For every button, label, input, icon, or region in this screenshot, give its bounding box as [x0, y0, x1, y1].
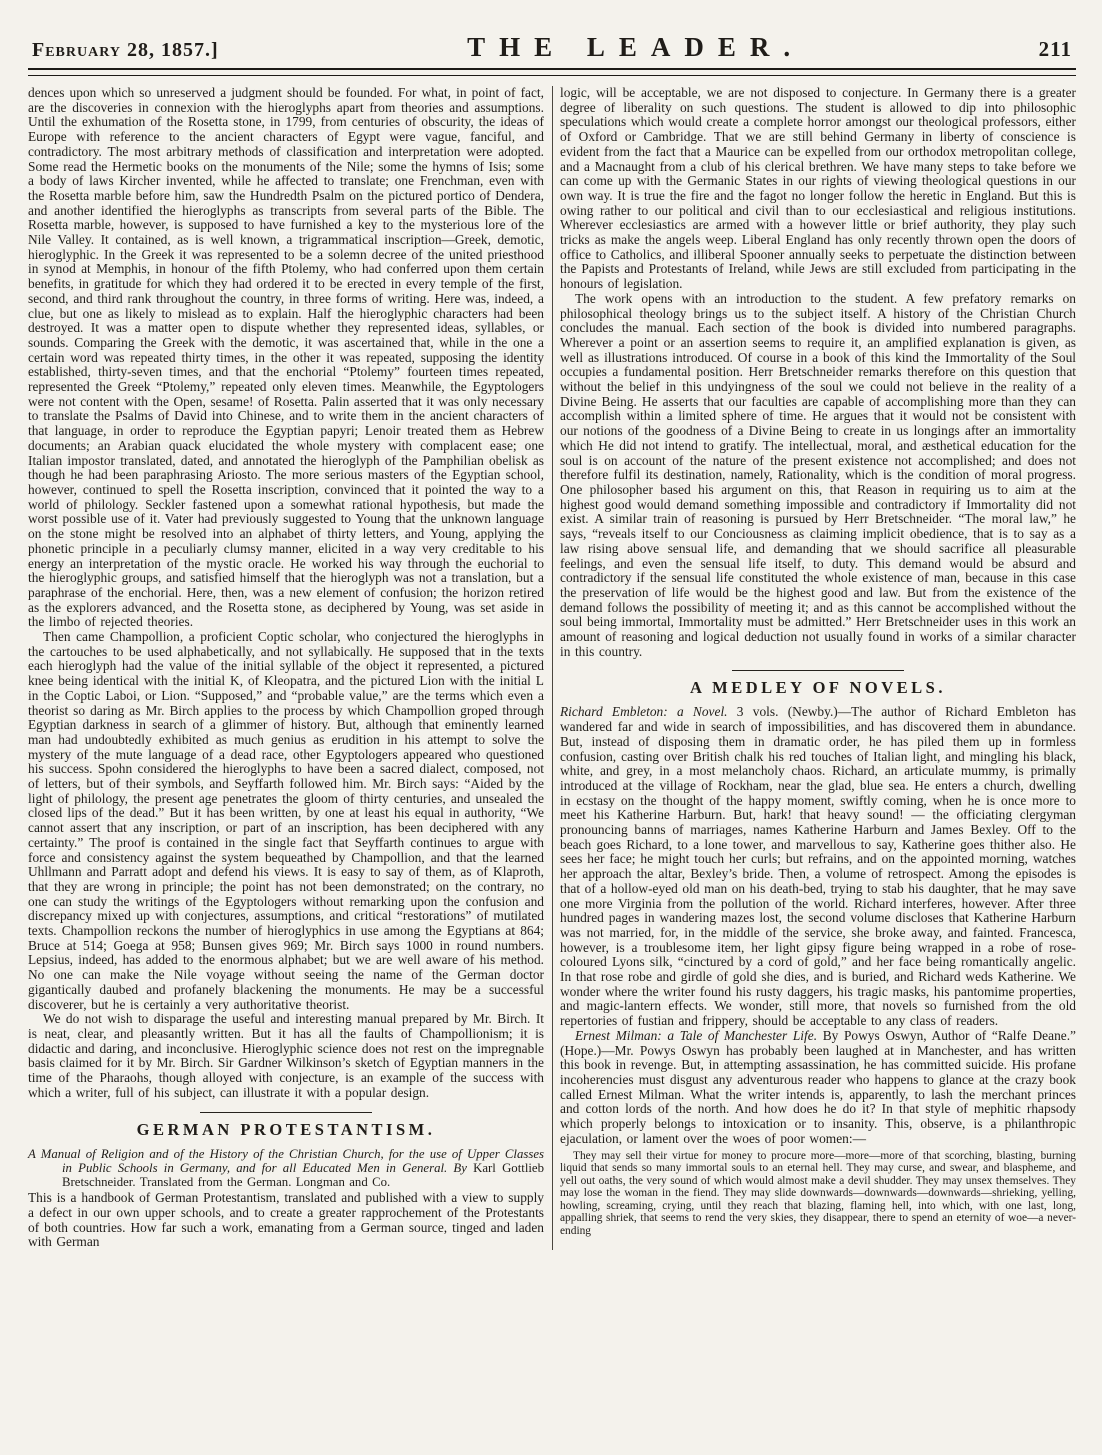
review-paragraph: [560, 1029, 1076, 1147]
section-heading-german-protestantism: GERMAN PROTESTANTISM.: [136, 1119, 436, 1139]
header-rule: [28, 68, 1076, 76]
page-header: [28, 26, 1076, 65]
citation-roman-part: Karl Gottlieb Bretschneider. Translated from the German. Longman and Co.: [62, 1160, 545, 1189]
right-column: [560, 86, 1076, 1250]
article-paragraph: The work opens with an introduction to the student. A few prefatory remarks on philosophical theology brings us to the subject itself. A history of the Christian Church concludes the manual. Each section of the book is divided into numbered paragraphs. Wherever a point or an assertion seems to require it, an amplified explanation is given, as well as illustrations introduced. Of course in a book of this kind the Immortality of the Soul occupies a fundamental position. Herr Bretschneider remarks therefore on this question that without the belief in this undyingness of the soul we could not believe in the reality of a Divine Being. He asserts that our faculties are capable of accomplishing more than they can accomplish within a limited sphere of time. He argues that it would not be consistent with our notions of the goodness of a Divine Being to create in us longings after an immortality which He did not intend to gratify. The intellectual, moral, and æsthetical education for the soul is on account of the nature of the present existence not accomplished; and does not therefore fulfil its destination, namely, Rationality, which is the condition of moral progress. One philosopher based his argument on this, that Reason in requiring us to aim at the highest good would demand something impossible and contradictory if Immortality did not exist. A similar train of reasoning is pursued by Herr Bretschneider. “The moral law,” he says, “reveals itself to our Conciousness as claiming implicit obedience, that is to say as a law rising above sensual life, and demanding that we should sacrifice all pleasurable feelings, and even the sensual life itself, to duty. This demand would be absurd and contradictory if the sensual life constituted the whole existence of man, because in this case the preservation of life would be the highest good and law. But from the existence of the demand follows the possibility of meeting it; and as this cannot be accomplished without the soul being immortal, Immortality must be admitted.” Herr Bretschneider uses in this work an amount of reasoning and logical deduction not usually found in works of a similar character in this country.: [560, 290, 1076, 659]
page-columns: [28, 86, 1076, 1250]
article-paragraph-continuation: dences upon which so unreserved a judgment should be founded. For what, in point of fact, are the discoveries in connexion with the hieroglyphs apart from theories and assumptions. Until the exhumation of the Rosetta stone, in 1799, from centuries of obscurity, the ideas of Europe with reference to the ancient characters of Egypt were vague, fanciful, and contradictory. The most arbitrary methods of classification and interpretation were adopted. Some read the Hermetic books on the monuments of the Nile; some the hymns of Isis; some a body of laws Kircher invented, while he affected to translate; one Frenchman, even with the Rosetta marble before him, saw the Hundredth Psalm on the pictured portico of Dendera, and another identified the hieroglyphs as transcripts from several parts of the Bible. The Rosetta marble, however, is supposed to have furnished a key to the mysterious lore of the Nile Valley. It contained, as is well known, a trigrammatical inscription—Greek, demotic, hieroglyphic. In the Greek it was represented to be a solemn decree of the united priesthood in synod at Memphis, in honour of the fifth Ptolemy, who had conferred upon them certain benefits, in gratitude for which they had ordered it to be erected in every temple of the first, second, and third rank throughout the country, in three forms of writing. Here was, indeed, a clue, but one as likely to mislead as to explain. Half the hieroglyphic characters had been destroyed. It was a matter open to dispute whether they represented ideas, syllables, or sounds. Comparing the Greek with the demotic, it was ascertained that, while in the one a certain word was repeated thirty times, in the other it was repeated, supposing the identity established, thirty-seven times, and that the enchorial “Ptolemy” fourteen times repeated, represented the Greek “Ptolemy,” repeated only eleven times. Meanwhile, the Egyptologers were not content with the Open, sesame! of Rosetta. Palin asserted that it was only necessary to translate the Psalms of David into Chinese, and to write them in the ancient characters of that language, in order to reproduce the Egyptian papyri; Lenoir treated them as Hebrew documents; an Arabian quack elucidated the whole mystery with complacent ease; one Italian impostor translated, dated, and annotated the hieroglyph of the Pamphilian obelisk as though he had been paraphrasing Ariosto. The more serious masters of the Egyptian school, however, continued to spell the Rosetta inscription, convinced that it pointed the way to a world of philology. Seckler fastened upon a somewhat rational hypothesis, but made the worst possible use of it. Vater had previously suggested to Young that the unknown language on the stone might be resolved into an alphabet of thirty letters, and Young, applying the phonetic principle in a peculiarly clumsy manner, elicited in a way very creditable to his energy an interpretation of the mystic oracle. He worked his way through the euchorial to the hieroglyphic groups, and satisfied himself that the hieroglyph was not a translation, but a paraphrase of the enchorial. Here, then, was a new element of confusion; the horizon retired as the explorers advanced, and the Rosetta stone, as deciphered by Young, was set aside in the limbo of rejected theories.: [28, 85, 544, 630]
section-heading-medley-of-novels: A MEDLEY OF NOVELS.: [690, 678, 946, 698]
column-divider: [552, 86, 553, 1250]
page-number: 211: [1038, 37, 1072, 61]
citation-italic-part: A Manual of Religion and of the History of the Christian Church, for the use of Upper Classes in Public Schools in Germany, and for all Educated Men in General. By: [28, 1146, 544, 1175]
section-divider: [732, 670, 904, 671]
masthead-title: THE LEADER.: [467, 32, 805, 62]
quoted-extract: They may sell their virtue for money to procure more—more—more of that scorching, blasting, burning liquid that sends so many immortal souls to an eternal hell. They may curse, and swear, and blaspheme, and yell out oaths, the very sound of which would almost make a devil shudder. They may unsex themselves. They may lose the woman in the fiend. They may slide downwards—downwards—downwards—shrieking, yelling, howling, screaming, crying, until they reach that blazing, flaming hell, into which, with one last, long, appalling shriek, that seems to rend the very skies, they disappear, there to spend an eternity of woe—a never-ending: [560, 1149, 1076, 1238]
review-body: By Powys Oswyn, Author of “Ralfe Deane.” (Hope.)—Mr. Powys Oswyn has probably been laughed at in Manchester, and has written this book in revenge. But, in attempting assassination, he has committed suicide. His profane incoherencies must disgust any adventurous reader who happens to glance at the crazy book called Ernest Milman. What the writer intends is, apparently, to lash the merchant princes and cotton lords of the north. And how does he do it? In that style of mephitic rhapsody which properly belongs to intoxication or to insanity. This, observe, is a philanthropic ejaculation, or lament over the woes of poor women:—: [560, 1027, 1076, 1146]
article-paragraph: We do not wish to disparage the useful and interesting manual prepared by Mr. Birch. It is neat, clear, and pleasantly written. But it has all the faults of Champollionism; it is didactic and daring, and inconclusive. Hieroglyphic science does not rest on the impregnable basis claimed for it by Mr. Birch. Sir Gardner Wilkinson’s sketch of Egyptian manners in the time of the Pharaohs, though alloyed with conjecture, is an example of the success with which a writer, full of his subject, can illustrate it with a popular design.: [28, 1011, 544, 1100]
review-title: Ernest Milman: a Tale of Manchester Life.: [575, 1027, 818, 1043]
issue-date: February 28, 1857.]: [32, 39, 219, 61]
review-body: 3 vols. (Newby.)—The author of Richard Embleton has wandered far and wide in search of impossibilities, and has discovered them in abundance. But, instead of disposing them in dramatic order, he has piled them up in formless confusion, casting over British chalk his red touches of Italian light, and mingling his black, white, and grey, in a most melancholy chaos. Richard, an articulate mummy, is primally introduced at the village of Rockham, near the glad, blue sea. He enters a church, dwelling in ecstasy on the thought of the happy moment, swiftly coming, when he is once more to meet his Katherine Harburn. But, hark! that heavy sound! — the officiating clergyman pronouncing banns of marriages, names Katherine Harburn and James Bexley. Off to the beach goes Richard, to a lone tower, and marvellous to say, Katherine goes thither also. He sees her face; he might touch her curls; but refrains, and on the appointed morning, watches her approach the altar, Bexley’s bride. Then, a volume of retrospect. Among the episodes is that of a hollow-eyed old man on his death-bed, trying to stab his daughter, that he may save one more Virginia from the pollution of the world. Richard interferes, however. After three hundred pages in wandering mazes lost, the second volume discloses that Katherine Harburn was not married, for, in the middle of the service, she broke away, and fainted. Francesca, however, is a troublesome item, her light gipsy figure being wrapped in a robe of rose-coloured Lyons silk, “cinctured by a cord of gold,” and her face being romantically angelic. In that rose robe and girdle of gold she dies, and is buried, and Richard weds Katherine. We wonder where the writer found his rusty daggers, his tragic masks, his pantomime properties, and magic-lantern effects. We wonder, still more, that novels so furnished from the old repertories of fustian and frippery, should be acceptable to any class of readers.: [560, 704, 1076, 1029]
article-paragraph: Then came Champollion, a proficient Coptic scholar, who conjectured the hieroglyphs in the cartouches to be used alphabetically, and not syllabically. He supposed that in the texts each hieroglyph had the value of the initial syllable of the object it represented, a pictured knee being identical with the initial K, of Kleopatra, and the pictured Lion with the initial L in the Coptic Laboi, or Lion. “Supposed,” and “probable value,” are the terms which even a theorist so daring as Mr. Birch applies to the process by which Champollion groped through Egyptian darkness in search of a glimmer of history. But, although that eminently learned man had undoubtedly exhibited as much genius as erudition in his attempt to solve the mystery of the mute language of a dead race, other Egyptologers appeared who questioned his success. Spohn considered the hieroglyphs to have been a sacred dialect, composed, not of letters, but of their symbols, and Seyffarth followed him. Mr. Birch says: “Aided by the light of philology, the present age penetrates the gloom of thirty centuries, and unsealed the closed lips of the dead.” But it has been written, by one at least his equal in authority, “We cannot assert that any inscription, or part of an inscription, has been deciphered with any certainty.” The proof is contained in the single fact that Seyffarth continues to argue with force and consistency against the system bequeathed by Champollion, and that the learned Uhllmann and Parratt adopt and defend his views. It is easy to say of them, as of Klaproth, that they are wrong in principle; the point has not been demonstrated; on the contrary, no one can study the writings of the Egyptologers without remarking upon the confusion and discrepancy mixed up with conjectures, assumptions, and critical “restorations” of mutilated texts. Champollion reckons the number of hieroglyphics in use among the Egyptians at 864; Bruce at 514; Goega at 958; Bunsen gives 969; Mr. Birch says 1000 in round numbers. Lepsius, indeed, has added to the enormous alphabet; but we are well aware of his method. No one can make the Nile voyage without seeing the name of the German doctor gigantically daubed and profanely blackening the monuments. He may be a successful discoverer, but he is certainly a very authoritative theorist.: [28, 629, 544, 1012]
left-column: [28, 86, 544, 1250]
review-paragraph: [560, 705, 1076, 1028]
book-citation: [28, 1147, 544, 1190]
section-divider: [200, 1112, 372, 1113]
article-paragraph-continuation: logic, will be acceptable, we are not disposed to conjecture. In Germany there is a greater degree of liberality on such questions. The student is allowed to dip into philosophic speculations which would create a complete horror amongst our theological professors, either of Oxford or Cambridge. That we are still behind Germany in liberty of conscience is evident from the fact that a Maurice can be expelled from our orthodox metropolitan college, and a Macnaught from a club of his clerical brethren. We have many steps to take before we can come up with the Germanic States in our rights of viewing theological questions in our own way. It is true the fire and the fagot no longer follow the heretic in England. But this is owing rather to our political and civil than to our ecclesiastical and religious institutions. Wherever ecclesiastics are armed with a however little or brief authority, they play such tricks as make the angels weep. Liberal England has only recently thrown open the doors of office to Catholics, and illiberal Spooner annually seeks to perpetuate the distinction between the Papists and Protestants of Ireland, while Jews are still excluded from participating in the honours of legislation.: [560, 85, 1076, 292]
review-title: Richard Embleton: a Novel.: [560, 704, 728, 720]
article-paragraph: This is a handbook of German Protestantism, translated and published with a view to supply a defect in our own upper schools, and to create a greater rapprochement of the Protestants of both countries. How far such a work, emanating from a German source, tinged and laden with German: [28, 1190, 544, 1250]
